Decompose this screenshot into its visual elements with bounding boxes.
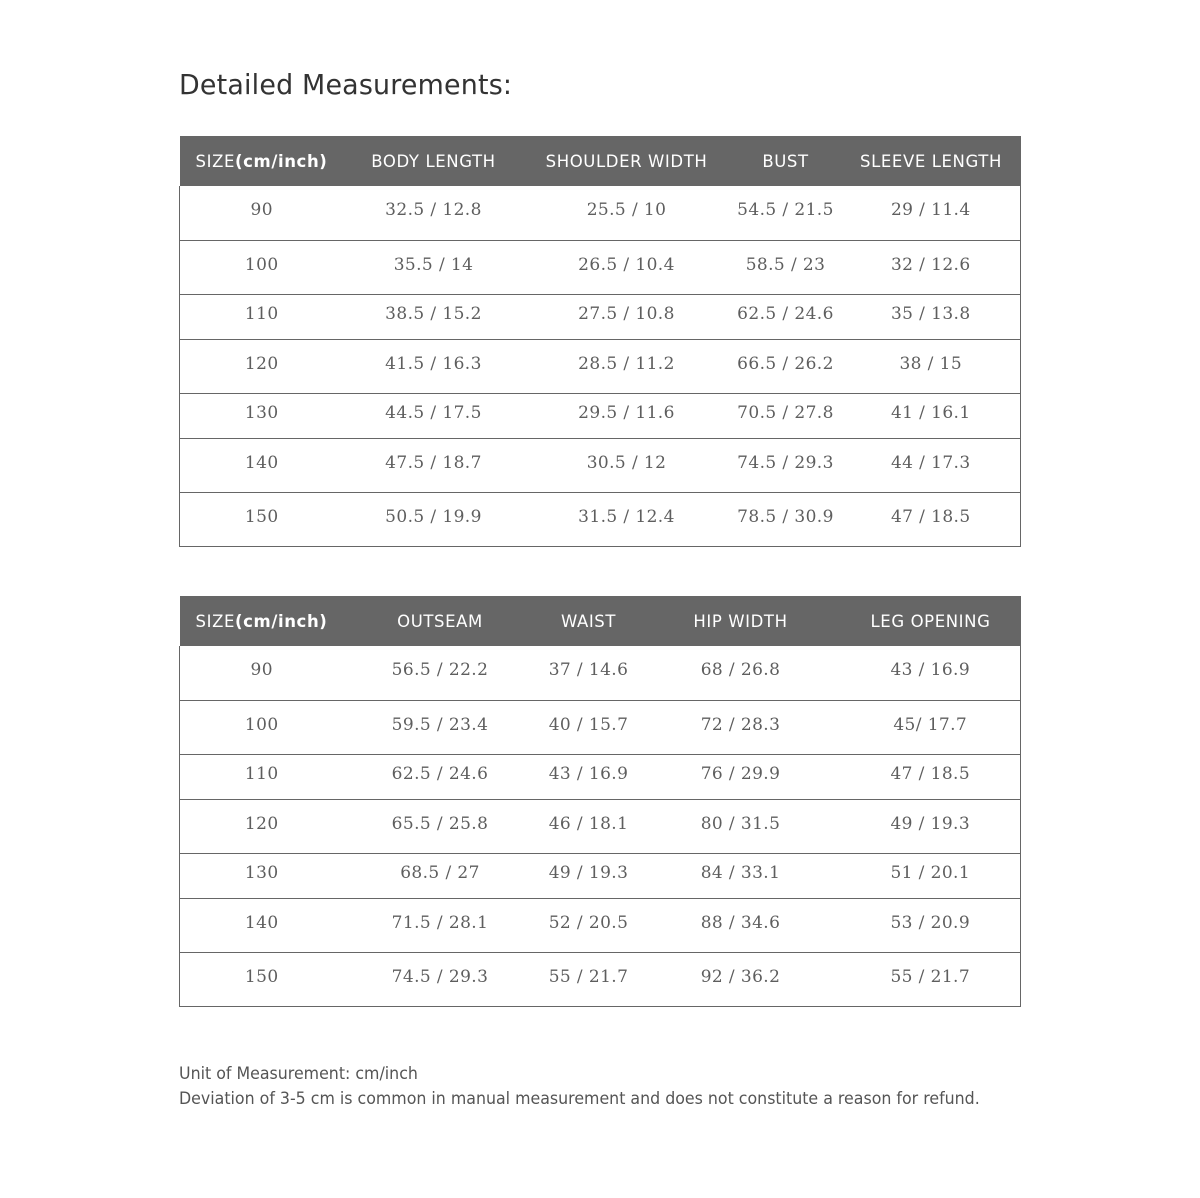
table-row: [180, 186, 1021, 240]
table-row: [180, 700, 1021, 754]
measurement-cell: 27.5 / 10.8: [578, 304, 675, 324]
table-row: [180, 853, 1021, 898]
measurement-cell: 53 / 20.9: [890, 912, 971, 933]
measurement-cell: 47.5 / 18.7: [385, 452, 482, 473]
size-cell: 130: [244, 863, 279, 883]
column-header: [537, 596, 641, 646]
size-cell: 90: [250, 200, 273, 221]
measurement-cell: 56.5 / 22.2: [391, 660, 489, 681]
size-cell: 150: [244, 506, 279, 527]
measurement-cell: 47 / 18.5: [890, 764, 971, 784]
measurement-cell: 41.5 / 16.3: [385, 353, 482, 374]
size-cell: 110: [244, 764, 279, 784]
measurement-cell: 44.5 / 17.5: [385, 403, 482, 423]
measurement-cell: 25.5 / 10: [586, 200, 667, 221]
table-row: [180, 438, 1021, 492]
table-row: [180, 952, 1021, 1006]
measurement-cell: 62.5 / 24.6: [737, 304, 834, 324]
measurement-cell: 55 / 21.7: [548, 966, 629, 987]
measurement-cell: 74.5 / 29.3: [737, 452, 834, 473]
measurement-cell: 88 / 34.6: [700, 912, 781, 933]
column-header: [344, 596, 537, 646]
measurement-cell: 92 / 36.2: [700, 966, 781, 987]
measurement-cell: 29 / 11.4: [890, 200, 971, 221]
table-body: [180, 186, 1021, 546]
column-header-label: LEG OPENING: [870, 611, 991, 631]
column-header: [180, 596, 344, 646]
measurement-cell: 32 / 12.6: [890, 254, 971, 275]
size-cell: 110: [244, 304, 279, 324]
measurement-cell: 65.5 / 25.8: [391, 813, 489, 834]
column-header: [730, 136, 842, 186]
column-header-label: BUST: [762, 151, 809, 171]
measurement-cell: 45/ 17.7: [893, 714, 968, 735]
measurement-cell: 80 / 31.5: [700, 813, 781, 834]
size-cell: 120: [244, 813, 279, 834]
measurement-cell: 30.5 / 12: [586, 452, 667, 473]
measurement-cell: 47 / 18.5: [890, 506, 971, 527]
column-header-label: SHOULDER WIDTH: [545, 151, 708, 171]
table-row: [180, 754, 1021, 799]
measurement-cell: 62.5 / 24.6: [391, 764, 489, 784]
measurement-cell: 38.5 / 15.2: [385, 304, 482, 324]
measurement-cell: 78.5 / 30.9: [737, 506, 834, 527]
size-cell: 150: [244, 966, 279, 987]
size-cell: 120: [244, 353, 279, 374]
measurement-cell: 58.5 / 23: [745, 254, 826, 275]
table-header-row: [180, 136, 1021, 186]
measurement-cell: 26.5 / 10.4: [578, 254, 675, 275]
measurement-cell: 38 / 15: [899, 353, 963, 374]
column-header: [344, 136, 524, 186]
measurement-cell: 41 / 16.1: [890, 403, 971, 423]
table-row: [180, 240, 1021, 294]
table-row: [180, 339, 1021, 393]
column-header-unit: (cm/inch): [235, 611, 328, 631]
measurement-cell: 66.5 / 26.2: [737, 353, 834, 374]
measurement-cell: 84 / 33.1: [700, 863, 781, 883]
column-header-label: SIZE: [195, 151, 236, 171]
column-header-unit: (cm/inch): [235, 151, 328, 171]
measurement-cell: 74.5 / 29.3: [391, 966, 489, 987]
measurement-cell: 32.5 / 12.8: [385, 200, 482, 221]
measurement-cell: 46 / 18.1: [548, 813, 629, 834]
measurement-cell: 49 / 19.3: [890, 813, 971, 834]
measurement-cell: 52 / 20.5: [548, 912, 629, 933]
bottom-measurements-table: [179, 596, 1021, 1007]
measurement-cell: 35 / 13.8: [890, 304, 971, 324]
size-cell: 140: [244, 452, 279, 473]
measurement-cell: 43 / 16.9: [548, 764, 629, 784]
measurement-cell: 70.5 / 27.8: [737, 403, 834, 423]
size-cell: 130: [244, 403, 279, 423]
measurement-cell: 51 / 20.1: [890, 863, 971, 883]
measurement-cell: 49 / 19.3: [548, 863, 629, 883]
size-cell: 100: [244, 254, 279, 275]
table-row: [180, 646, 1021, 700]
measurement-cell: 55 / 21.7: [890, 966, 971, 987]
measurement-cell: 44 / 17.3: [890, 452, 971, 473]
column-header-label: WAIST: [560, 611, 617, 631]
table-row: [180, 294, 1021, 339]
measurement-cell: 76 / 29.9: [700, 764, 781, 784]
measurement-cell: 37 / 14.6: [548, 660, 629, 681]
table-row: [180, 393, 1021, 438]
measurement-cell: 71.5 / 28.1: [391, 912, 489, 933]
table-body: [180, 646, 1021, 1006]
column-header: [180, 136, 344, 186]
unit-note: Unit of Measurement: cm/inch: [179, 1064, 418, 1084]
column-header: [841, 596, 1021, 646]
table-row: [180, 799, 1021, 853]
column-header-label: SIZE: [195, 611, 236, 631]
table-row: [180, 492, 1021, 546]
measurement-cell: 59.5 / 23.4: [391, 714, 489, 735]
measurement-cell: 54.5 / 21.5: [737, 200, 834, 221]
measurement-cell: 31.5 / 12.4: [578, 506, 675, 527]
size-cell: 90: [250, 660, 273, 681]
page-title: Detailed Measurements:: [179, 68, 513, 101]
measurement-cell: 72 / 28.3: [700, 714, 781, 735]
measurement-cell: 50.5 / 19.9: [385, 506, 482, 527]
column-header-label: SLEEVE LENGTH: [860, 151, 1002, 171]
measurement-cell: 68 / 26.8: [700, 660, 781, 681]
measurement-cell: 68.5 / 27: [400, 863, 480, 883]
size-cell: 100: [244, 714, 279, 735]
table-row: [180, 898, 1021, 952]
measurement-cell: 40 / 15.7: [548, 714, 629, 735]
table-header-row: [180, 596, 1021, 646]
column-header: [641, 596, 841, 646]
measurement-cell: 35.5 / 14: [393, 254, 474, 275]
top-measurements-table: [179, 136, 1021, 547]
deviation-note: Deviation of 3-5 cm is common in manual measurement and does not constitute a reason for refund.: [179, 1088, 980, 1109]
column-header-label: BODY LENGTH: [371, 151, 496, 171]
column-header: [842, 136, 1021, 186]
column-header-label: HIP WIDTH: [693, 611, 788, 631]
measurement-cell: 28.5 / 11.2: [578, 353, 675, 374]
column-header: [524, 136, 730, 186]
measurement-cell: 29.5 / 11.6: [578, 403, 675, 423]
column-header-label: OUTSEAM: [397, 611, 483, 631]
size-cell: 140: [244, 912, 279, 933]
measurement-notes: [179, 1062, 980, 1111]
measurement-cell: 43 / 16.9: [890, 660, 971, 681]
